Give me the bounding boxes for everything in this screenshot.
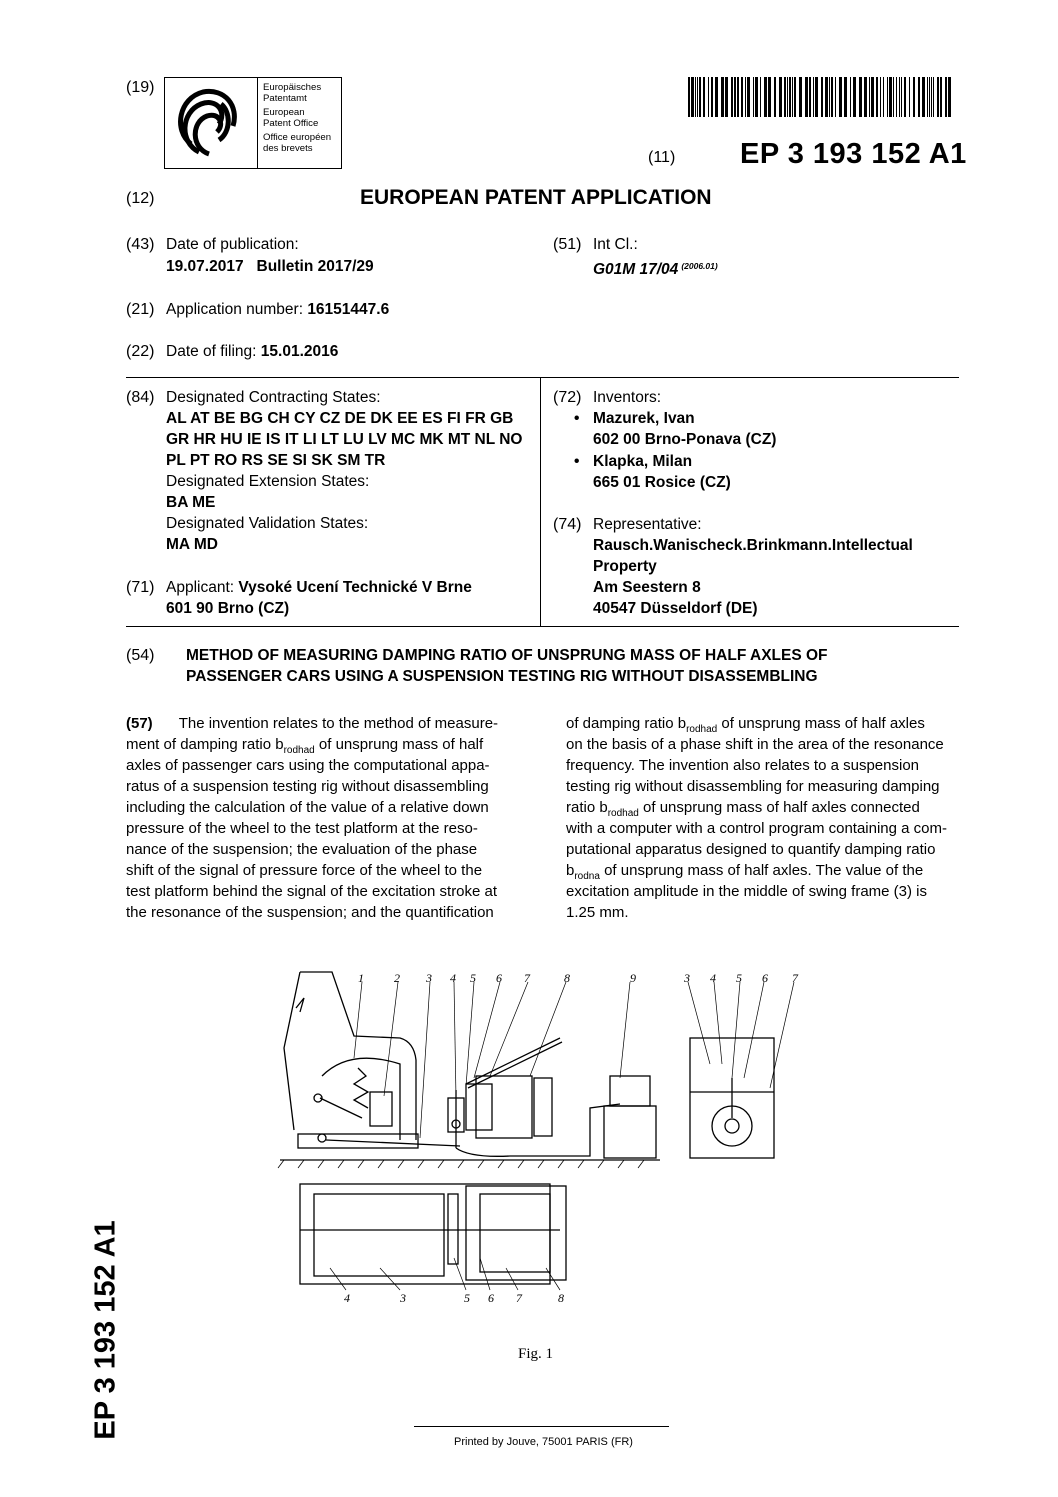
publication-number: EP 3 193 152 A1 bbox=[740, 138, 967, 170]
barcode-bar bbox=[839, 77, 842, 117]
barcode-bar bbox=[893, 77, 894, 117]
inid-21: (21) bbox=[126, 301, 155, 318]
inventors-label: Inventors: bbox=[593, 389, 662, 406]
barcode-bar bbox=[829, 77, 830, 117]
inventor-2: • Klapka, Milan 665 01 Rosice (CZ) bbox=[574, 453, 731, 491]
barcode-bar bbox=[940, 77, 942, 117]
barcode-bar bbox=[725, 77, 728, 117]
barcode-bar bbox=[708, 77, 709, 117]
figure-drawing bbox=[270, 968, 830, 1308]
label-6: 6 bbox=[496, 971, 502, 985]
barcode-bar bbox=[715, 77, 718, 117]
barcode-bar bbox=[699, 77, 701, 117]
figure-caption: Fig. 1 bbox=[518, 1346, 554, 1362]
label-5: 5 bbox=[470, 971, 476, 985]
inid-51: (51) bbox=[553, 236, 582, 253]
label-8: 8 bbox=[564, 971, 570, 985]
barcode-bar bbox=[859, 77, 862, 117]
barcode-bar bbox=[876, 77, 878, 117]
barcode-bar bbox=[695, 77, 696, 117]
inventor-1: • Mazurek, Ivan 602 00 Brno-Ponava (CZ) bbox=[574, 410, 777, 448]
barcode-bar bbox=[805, 77, 808, 117]
plan-label-7: 7 bbox=[516, 1291, 522, 1305]
abstract-left-column: (57) The invention relates to the method of measure- ment of damping ratio $b_{rodhad}$ of unsprung mass of half axles of passenger cars using the computational appa- ratus of a suspension testing rig without disassembling including the calculation of the value of a relative down pressure of the wheel to the test platform at the reso- nance of the suspension; the evaluation of the phase shift of the signal of pressure force of the wheel to the test platform behind the signal of the excitation stroke at the resonance of the suspension; and the quantification bbox=[126, 715, 499, 921]
barcode-bar bbox=[768, 77, 771, 117]
barcode-bar bbox=[794, 77, 796, 117]
barcode-bar bbox=[844, 77, 847, 117]
barcode-bar bbox=[864, 77, 867, 117]
barcode-bar bbox=[737, 77, 739, 117]
inid-84: (84) bbox=[126, 389, 155, 406]
barcode-bar bbox=[711, 77, 713, 117]
barcode-bar bbox=[731, 77, 733, 117]
column-divider bbox=[540, 377, 541, 626]
barcode-bar bbox=[792, 77, 793, 117]
barcode-bar bbox=[948, 77, 951, 117]
side-label-3: 3 bbox=[684, 971, 690, 985]
barcode-bar bbox=[688, 77, 690, 117]
barcode-bar bbox=[813, 77, 814, 117]
barcode-bar bbox=[899, 77, 900, 117]
barcode-bar bbox=[887, 77, 888, 117]
inid-12: (12) bbox=[126, 190, 155, 207]
barcode-bar bbox=[753, 77, 754, 117]
plan-label-5: 5 bbox=[464, 1291, 470, 1305]
pub-date-label: Date of publication: bbox=[166, 236, 299, 253]
side-publication-number: EP 3 193 152 A1 bbox=[89, 1220, 122, 1440]
barcode-bar bbox=[869, 77, 870, 117]
barcode-bar bbox=[835, 77, 836, 117]
inid-72: (72) bbox=[553, 389, 582, 406]
barcode-bar bbox=[929, 77, 930, 117]
barcode-bar bbox=[825, 77, 828, 117]
epo-logo bbox=[164, 77, 342, 169]
side-label-5: 5 bbox=[736, 971, 742, 985]
barcode-bar bbox=[703, 77, 705, 117]
inid-71: (71) bbox=[126, 579, 155, 596]
barcode-bar bbox=[853, 77, 856, 117]
barcode-bar bbox=[883, 77, 884, 117]
label-3: 3 bbox=[426, 971, 432, 985]
inid-57: (57) bbox=[126, 715, 153, 732]
office-name: Europäisches Patentamt European Patent Office Office européen des brevets bbox=[263, 82, 332, 154]
barcode-bar bbox=[922, 77, 925, 117]
side-label-7: 7 bbox=[792, 971, 798, 985]
filing-date: Date of filing: 15.01.2016 bbox=[166, 343, 339, 360]
barcode-bar bbox=[904, 77, 906, 117]
footer-rule bbox=[414, 1426, 669, 1427]
barcode-bar bbox=[741, 77, 743, 117]
barcode-bar bbox=[789, 77, 791, 117]
designated-states: Designated Contracting States: AL AT BE BG CH CY CZ DE DK EE ES FI FR GB GR HR HU IE IS IT LI LT LU LV MC MK MT NL NO PL PT RO RS SE SI SK SM TR Designated Extension States: BA ME Designated Validation States: MA MD bbox=[166, 389, 523, 553]
barcode-bar bbox=[784, 77, 786, 117]
barcode-bar bbox=[815, 77, 818, 117]
label-7: 7 bbox=[524, 971, 530, 985]
application-number: Application number: 16151447.6 bbox=[166, 301, 390, 318]
barcode-bar bbox=[937, 77, 939, 117]
applicant: Applicant: Vysoké Ucení Technické V Brne 601 90 Brno (CZ) bbox=[166, 579, 472, 617]
invention-title: METHOD OF MEASURING DAMPING RATIO OF UNSPRUNG MASS OF HALF AXLES OF PASSENGER CARS USING A SUSPENSION TESTING RIG WITHOUT DISASSEMBLING bbox=[186, 647, 828, 685]
plan-label-3: 3 bbox=[400, 1291, 406, 1305]
label-1: 1 bbox=[358, 971, 364, 985]
barcode bbox=[688, 77, 956, 117]
barcode-bar bbox=[901, 77, 902, 117]
label-4: 4 bbox=[450, 971, 456, 985]
barcode-bar bbox=[697, 77, 698, 117]
side-label-4: 4 bbox=[710, 971, 716, 985]
inid-11: (11) bbox=[648, 149, 676, 166]
label-9: 9 bbox=[630, 971, 636, 985]
logo-divider bbox=[257, 78, 258, 168]
printer-note: Printed by Jouve, 75001 PARIS (FR) bbox=[454, 1436, 633, 1448]
barcode-bar bbox=[913, 77, 915, 117]
barcode-bar bbox=[871, 77, 874, 117]
barcode-bar bbox=[764, 77, 767, 117]
intcl-value: G01M 17/04 $^{(2006.01)}$ bbox=[593, 261, 718, 278]
barcode-bar bbox=[931, 77, 932, 117]
barcode-bar bbox=[896, 77, 897, 117]
barcode-bar bbox=[831, 77, 833, 117]
barcode-bar bbox=[760, 77, 761, 117]
abstract-right-column: of damping ratio $b_{rodhad}$ of unsprung mass of half axles on the basis of a phase shift in the area of the resonance frequency. The invention also relates to a suspension testing rig without disassembling for measuring damping ratio $b_{rodhad}$ of unsprung mass of half axles connected with a computer with a control program containing a com- putational apparatus designed to quantify damping ratio $b_{rodna}$ of unsprung mass of half axles. The value of the excitation amplitude in the middle of swing frame (3) is 1.25 mm. bbox=[566, 715, 948, 921]
barcode-bar bbox=[779, 77, 782, 117]
label-2: 2 bbox=[394, 971, 400, 985]
barcode-bar bbox=[745, 77, 746, 117]
barcode-bar bbox=[909, 77, 910, 117]
barcode-bar bbox=[850, 77, 851, 117]
epo-emblem-icon bbox=[169, 82, 255, 164]
plan-label-8: 8 bbox=[558, 1291, 564, 1305]
barcode-bar bbox=[774, 77, 776, 117]
barcode-bar bbox=[918, 77, 920, 117]
inid-54: (54) bbox=[126, 647, 155, 664]
rule-middle bbox=[126, 626, 959, 627]
barcode-bar bbox=[927, 77, 928, 117]
rule-top bbox=[126, 377, 959, 378]
pub-date-value: 19.07.2017 Bulletin 2017/29 bbox=[166, 258, 374, 275]
barcode-bar bbox=[747, 77, 750, 117]
barcode-bar bbox=[755, 77, 758, 117]
barcode-bar bbox=[721, 77, 724, 117]
barcode-bar bbox=[787, 77, 788, 117]
side-label-6: 6 bbox=[762, 971, 768, 985]
inid-74: (74) bbox=[553, 516, 582, 533]
inid-43: (43) bbox=[126, 236, 155, 253]
barcode-bar bbox=[880, 77, 881, 117]
barcode-bar bbox=[933, 77, 934, 117]
inid-22: (22) bbox=[126, 343, 155, 360]
intcl-label: Int Cl.: bbox=[593, 236, 638, 253]
barcode-bar bbox=[945, 77, 947, 117]
inid-19: (19) bbox=[126, 79, 155, 96]
barcode-bar bbox=[691, 77, 694, 117]
barcode-bar bbox=[734, 77, 736, 117]
barcode-bar bbox=[799, 77, 802, 117]
barcode-bar bbox=[809, 77, 811, 117]
barcode-bar bbox=[889, 77, 892, 117]
document-type: EUROPEAN PATENT APPLICATION bbox=[360, 186, 712, 209]
plan-label-6: 6 bbox=[488, 1291, 494, 1305]
representative: Representative: Rausch.Wanischeck.Brinkmann.Intellectual Property Am Seestern 8 40547 Düsseldorf (DE) bbox=[593, 516, 913, 617]
barcode-bar bbox=[821, 77, 823, 117]
figure-1 bbox=[270, 968, 830, 1308]
plan-label-4: 4 bbox=[344, 1291, 350, 1305]
